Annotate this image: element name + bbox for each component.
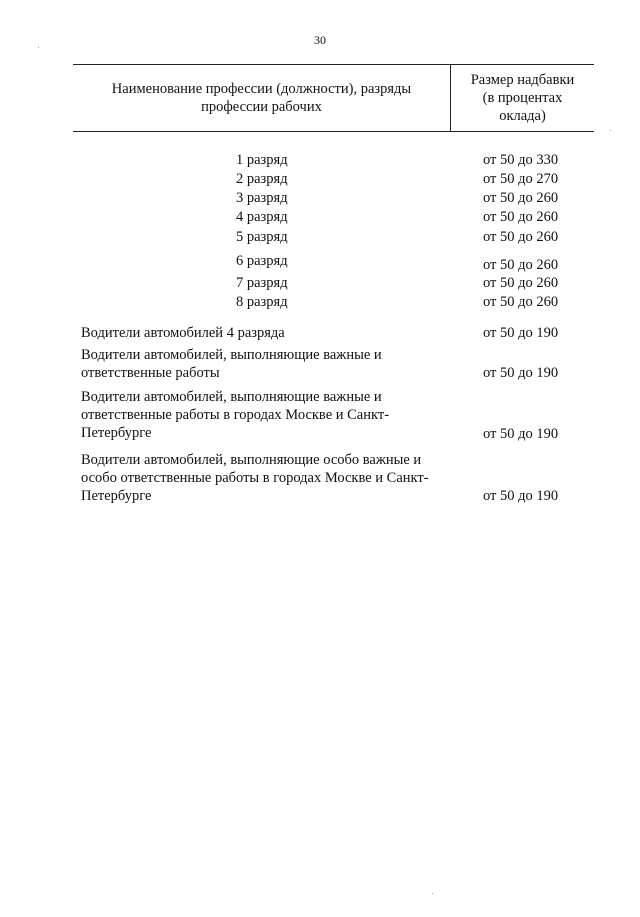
grade-label: 2 разряд: [236, 171, 288, 187]
grade-label: 4 разряд: [236, 209, 288, 225]
grade-label: 8 разряд: [236, 294, 288, 310]
header-profession-cell: [73, 65, 451, 131]
grade-value: от 50 до 270: [483, 171, 559, 187]
grade-label: 6 разряд: [236, 253, 288, 269]
page-number: 30: [314, 33, 326, 47]
driver-value: от 50 до 190: [483, 426, 559, 442]
grade-label: 5 разряд: [236, 229, 288, 245]
driver-value: от 50 до 190: [483, 488, 559, 504]
table-header: [73, 64, 594, 132]
driver-value: от 50 до 190: [483, 365, 559, 381]
header-allowance-cell: [451, 65, 594, 131]
header-profession-label: Наименование профессии (должности), разряды профессии рабочих: [111, 81, 412, 115]
grade-value: от 50 до 260: [483, 229, 559, 245]
driver-label: Водители автомобилей 4 разряда: [81, 325, 285, 341]
grade-value: от 50 до 260: [483, 190, 559, 206]
driver-label: Водители автомобилей, выполняющие важные и ответственные работы в городах Москве и Санкт- Петербурге: [81, 389, 390, 441]
scan-speck: [610, 130, 611, 131]
grade-label: 3 разряд: [236, 190, 288, 206]
driver-label: Водители автомобилей, выполняющие важные и ответственные работы: [81, 347, 382, 381]
grade-value: от 50 до 260: [483, 257, 559, 273]
grade-label: 1 разряд: [236, 152, 288, 168]
scan-speck: [38, 47, 39, 48]
header-allowance-label: Размер надбавки (в процентах оклада): [470, 72, 575, 124]
grade-label: 7 разряд: [236, 275, 288, 291]
scan-speck: [432, 893, 433, 894]
grade-value: от 50 до 330: [483, 152, 559, 168]
driver-label: Водители автомобилей, выполняющие особо важные и особо ответственные работы в городах Москве и Санкт- Петербурге: [81, 452, 429, 504]
driver-value: от 50 до 190: [483, 325, 559, 341]
grade-value: от 50 до 260: [483, 209, 559, 225]
grade-value: от 50 до 260: [483, 275, 559, 291]
grade-value: от 50 до 260: [483, 294, 559, 310]
